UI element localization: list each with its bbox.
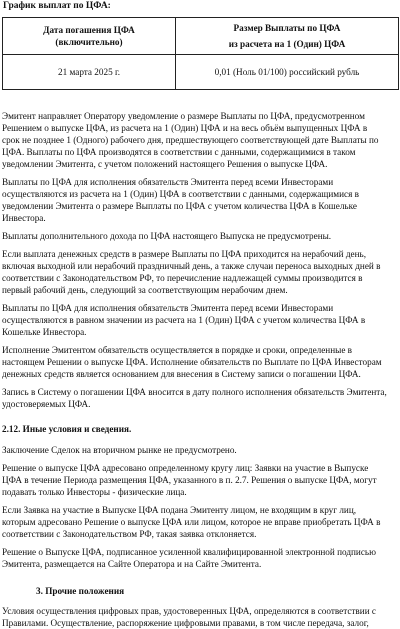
paragraph-line: Условия осуществления цифровых прав, удостоверенных ЦФА, определяются в соответствии с <box>2 606 376 616</box>
table-header-row <box>3 18 399 55</box>
paragraph-line: Исполнение Эмитентом обязательств осуществляется в порядке и сроки, определенные в <box>2 345 353 355</box>
paragraph-line: настоящем Решении о выпуске ЦФА. Исполнение обязательств по Выплате по ЦФА Инвесторам <box>2 357 382 367</box>
paragraph-line: ЦФА в течение Периода размещения ЦФА, указанного в п. 2.7. Решения о выпуске ЦФА, могут <box>2 475 377 485</box>
paragraph-line: ЦФА. Выплаты по ЦФА производятся в соответствии с данными, содержащимися в таком <box>2 147 356 157</box>
paragraph <box>0 605 398 629</box>
section-2-12-paragraphs <box>0 444 398 570</box>
paragraph-line: Запись в Систему о погашении ЦФА вносится в дату полного исполнения обязательств Эмитента, <box>2 387 387 397</box>
paragraph-line: Эмитент направляет Оператору уведомление о размере Выплаты по ЦФА, предусмотренном <box>2 111 365 121</box>
paragraph-line: первый рабочий день, следующий за соответствующим нерабочим днем. <box>2 285 288 295</box>
header-maturity-date: Дата погашения ЦФА (включительно) <box>3 18 176 55</box>
paragraph-line: уведомлении Эмитента, с учетом положений настоящего Решения о выпуске ЦФА. <box>2 159 328 169</box>
payment-schedule-table <box>2 17 399 90</box>
paragraph-line: Эмитента, размещается на Сайте Оператора и на Сайте Эмитента. <box>2 559 262 569</box>
paragraph-line: включая выходной или нерабочий праздничный день, а также случаи переноса выходных дней в <box>2 261 381 271</box>
paragraph-line: соответствии с Законодательством РФ, то перечисление надлежащей суммы производится в <box>2 273 363 283</box>
section-3-heading: 3. Прочие положения <box>36 586 125 596</box>
paragraph-line: осуществляются из расчета на 1 (Один) ЦФА в соответствии с данными, содержащимися в <box>2 189 359 199</box>
paragraph <box>0 302 398 338</box>
paragraph-line: денежных средств является основанием для внесения в Систему записи о погашении ЦФА. <box>2 369 361 379</box>
paragraph <box>0 386 398 410</box>
paragraph-line: Выплаты по ЦФА для исполнения обязательств Эмитента перед всеми Инвесторами <box>2 177 334 187</box>
paragraph-line: Если выплата денежных средств в размере Выплаты по ЦФА приходится на нерабочий день, <box>2 249 367 259</box>
header-payment-amount: Размер Выплаты по ЦФА из расчета на 1 (Один) ЦФА <box>176 18 399 55</box>
paragraph-line: Решение о выпуске ЦФА адресовано определенному кругу лиц: Заявки на участие в Выпуске <box>2 463 369 473</box>
cell-payment-amount: 0,01 (Ноль 01/100) российский рубль <box>176 55 399 90</box>
paragraph-line: удостоверяемых ЦФА. <box>2 399 91 409</box>
paragraph-line: подавать только Инвесторы - физические лица. <box>2 487 187 497</box>
paragraph-line: Если Заявка на участие в Выпуске ЦФА подана Эмитенту лицом, не входящим в круг лиц, <box>2 505 357 515</box>
paragraph <box>0 110 398 170</box>
paragraph-line: Инвестора. <box>2 213 46 223</box>
paragraph-line: осуществляются в равном значении из расчета на 1 (Один) ЦФА с учетом количества ЦФА в <box>2 315 366 325</box>
paragraph <box>0 176 398 224</box>
paragraph-line: Заключение Сделок на вторичном рынке не предусмотрено. <box>2 445 237 455</box>
paragraph-line: Выплаты дополнительного дохода по ЦФА настоящего Выпуска не предусмотрены. <box>2 231 332 241</box>
payment-schedule-title: График выплат по ЦФА: <box>3 1 111 11</box>
paragraph-line: соответствии с Законодательством РФ, такая заявка отклоняется. <box>2 529 257 539</box>
section-2-12-heading: 2.12. Иные условия и сведения. <box>2 424 132 434</box>
paragraph-line: Кошельке Инвестора. <box>2 327 87 337</box>
table-row <box>3 55 399 90</box>
paragraph <box>0 546 398 570</box>
paragraph <box>0 444 398 456</box>
paragraph-line: которым адресовано Решение о выпуске ЦФА или лицом, которое не вправе приобретать ЦФА в <box>2 517 381 527</box>
paragraph-line: Решением о выпуске ЦФА, из расчета на 1 (Один) ЦФА и на весь объём выпущенных ЦФА в <box>2 123 368 133</box>
paragraph-line: срок не позднее 1 (Одного) рабочего дня, предшествующего соответствующей дате Выплаты по <box>2 135 379 145</box>
cell-maturity-date: 21 марта 2025 г. <box>3 55 176 90</box>
paragraph-line: Решение о Выпуске ЦФА, подписанное усиленной квалифицированной электронной подписью <box>2 547 376 557</box>
paragraph-line: уведомлении Эмитента о размере Выплаты по ЦФА с учетом количества ЦФА в Кошельке <box>2 201 357 211</box>
section-3-paragraphs <box>0 605 398 629</box>
paragraph <box>0 344 398 380</box>
paragraph <box>0 462 398 498</box>
paragraph <box>0 230 398 242</box>
main-paragraphs <box>0 110 398 410</box>
paragraph-line: Правилами. Осуществление, распоряжение цифровыми правами, в том числе передача, залог, <box>2 618 369 628</box>
paragraph <box>0 248 398 296</box>
paragraph-line: Выплаты по ЦФА для исполнения обязательств Эмитента перед всеми Инвесторами <box>2 303 334 313</box>
paragraph <box>0 504 398 540</box>
